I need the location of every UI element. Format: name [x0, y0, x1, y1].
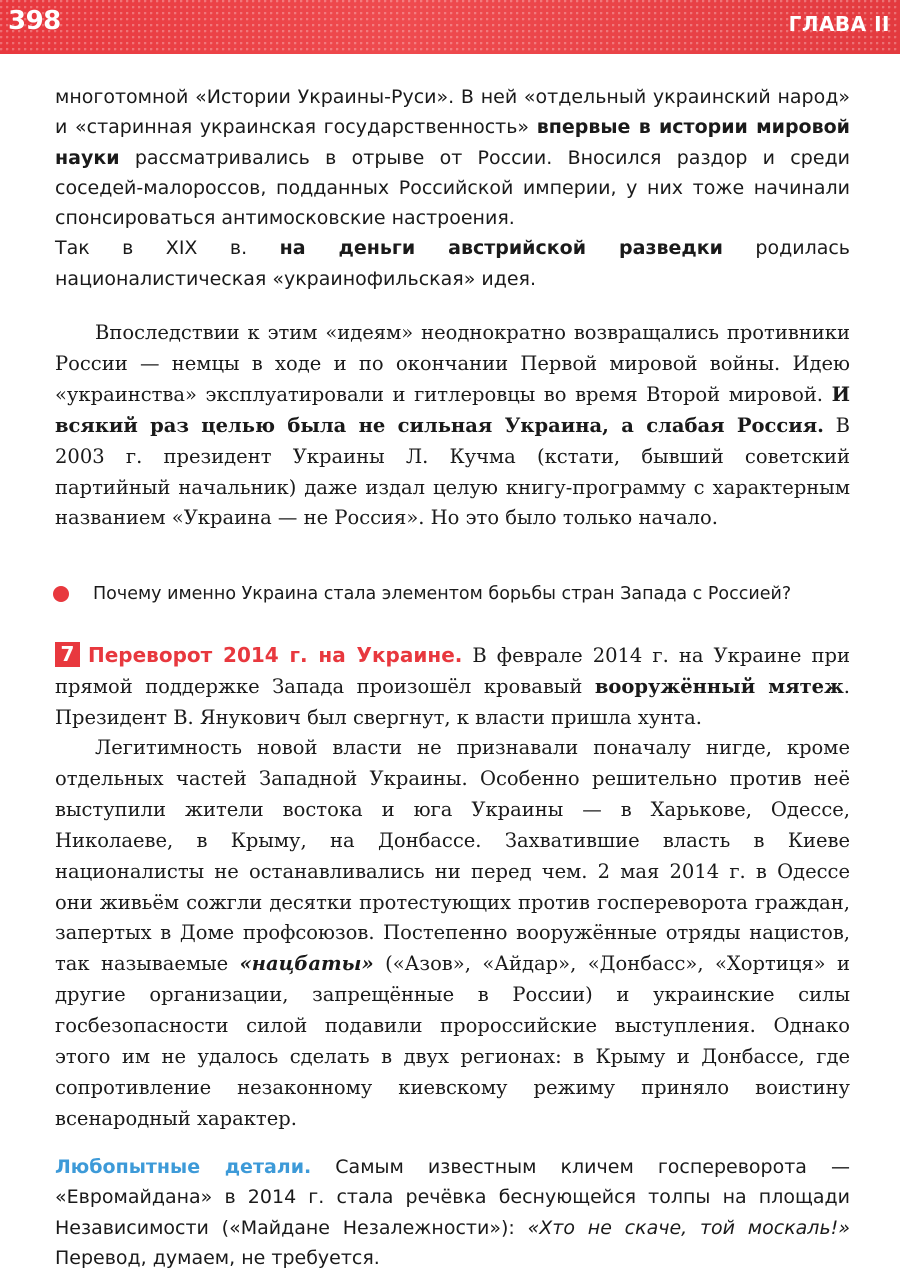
page-header [0, 0, 900, 54]
text: В 2003 г. президент Украины Л. Кучма (кстати, бывший советский партийный начальник) даже издал целую книгу-программу с характерным названием «Украина — не Россия». Но это было только начало. [55, 413, 851, 530]
emphasis: впервые в истории мировой науки [55, 116, 850, 169]
text: Самым известным кличем госпереворота — «Евромайдана» в 2014 г. стала речёвка беснующейся толпы на площади Независимости («Майдане Незалежности»): [55, 1156, 850, 1239]
question-text: Почему именно Украина стала элементом борьбы стран Запада с Россией? [93, 584, 792, 604]
chapter-label: ГЛАВА II [788, 12, 890, 36]
review-question [55, 579, 850, 609]
text: . Президент В. Янукович был свергнут, к власти пришла хунта. [55, 674, 850, 729]
section-number-badge: 7 [55, 642, 80, 667]
page-number: 398 [8, 6, 61, 36]
details-label: Любопытные детали. [55, 1156, 312, 1178]
text: многотомной «Истории Украины-Руси». В ней «отдельный украинский народ» и «старинная украинская государственность» [55, 86, 850, 139]
quote: «Хто не скаче, той москаль!» [527, 1216, 850, 1239]
paragraph-intro [55, 82, 850, 294]
emphasis: «нацбаты» [239, 952, 374, 976]
section-7 [55, 640, 850, 734]
text: В феврале 2014 г. на Украине при прямой поддержке Запада произошёл кровавый [55, 644, 850, 698]
text: Так в XIX в. [55, 237, 280, 260]
text: Впоследствии к этим «идеям» неоднократно возвращались противники России — немцы в ходе и по окончании Первой мировой войны. Идею «украинства» эксплуатировали и гитлеровцы во время Второй мировой. [55, 321, 850, 406]
text: рассматривались в отрыве от России. Вносился раздор и среди соседей-малороссов, подданных Российской империи, у них тоже начинали спонсироваться антимосковские настроения. [55, 146, 850, 230]
section-7-body [55, 733, 850, 1135]
paragraph-later [55, 318, 850, 534]
text: Легитимность новой власти не признавали поначалу нигде, кроме отдельных частей Западной Украины. Особенно решительно против неё выступили жители востока и юга Украины — в Харькове, Одессе, Николаеве, в Крыму, на Донбассе. Захватившие власть в Киеве националисты не останавливались ни перед чем. 2 мая 2014 г. в Одессе они живьём сожгли десятки протестующих против госпереворота граждан, запертых в Доме профсоюзов. Постепенно вооружённые отряды нацистов, так называемые [55, 736, 850, 976]
section-title: Переворот 2014 г. на Украине. [88, 643, 463, 667]
curious-details [55, 1152, 850, 1273]
emphasis: И всякий раз целью была не сильная Украина, а слабая Россия. [55, 382, 850, 437]
text: родилась националистическая «украинофильская» идея. [55, 237, 851, 290]
emphasis: вооружённый мятеж [594, 674, 844, 698]
emphasis: на деньги австрийской разведки [279, 237, 723, 260]
text: («Азов», «Айдар», «Донбасс», «Хортиця» и другие организации, запрещённые в России) и украинские силы госбезопасности силой подавили пророссийские выступления. Однако этого им не удалось сделать в двух регионах: в Крыму и Донбассе, где сопротивление незаконному киевскому режиму приняло воистину всенародный характер. [55, 952, 850, 1130]
text: Перевод, думаем, не требуется. [55, 1246, 380, 1269]
